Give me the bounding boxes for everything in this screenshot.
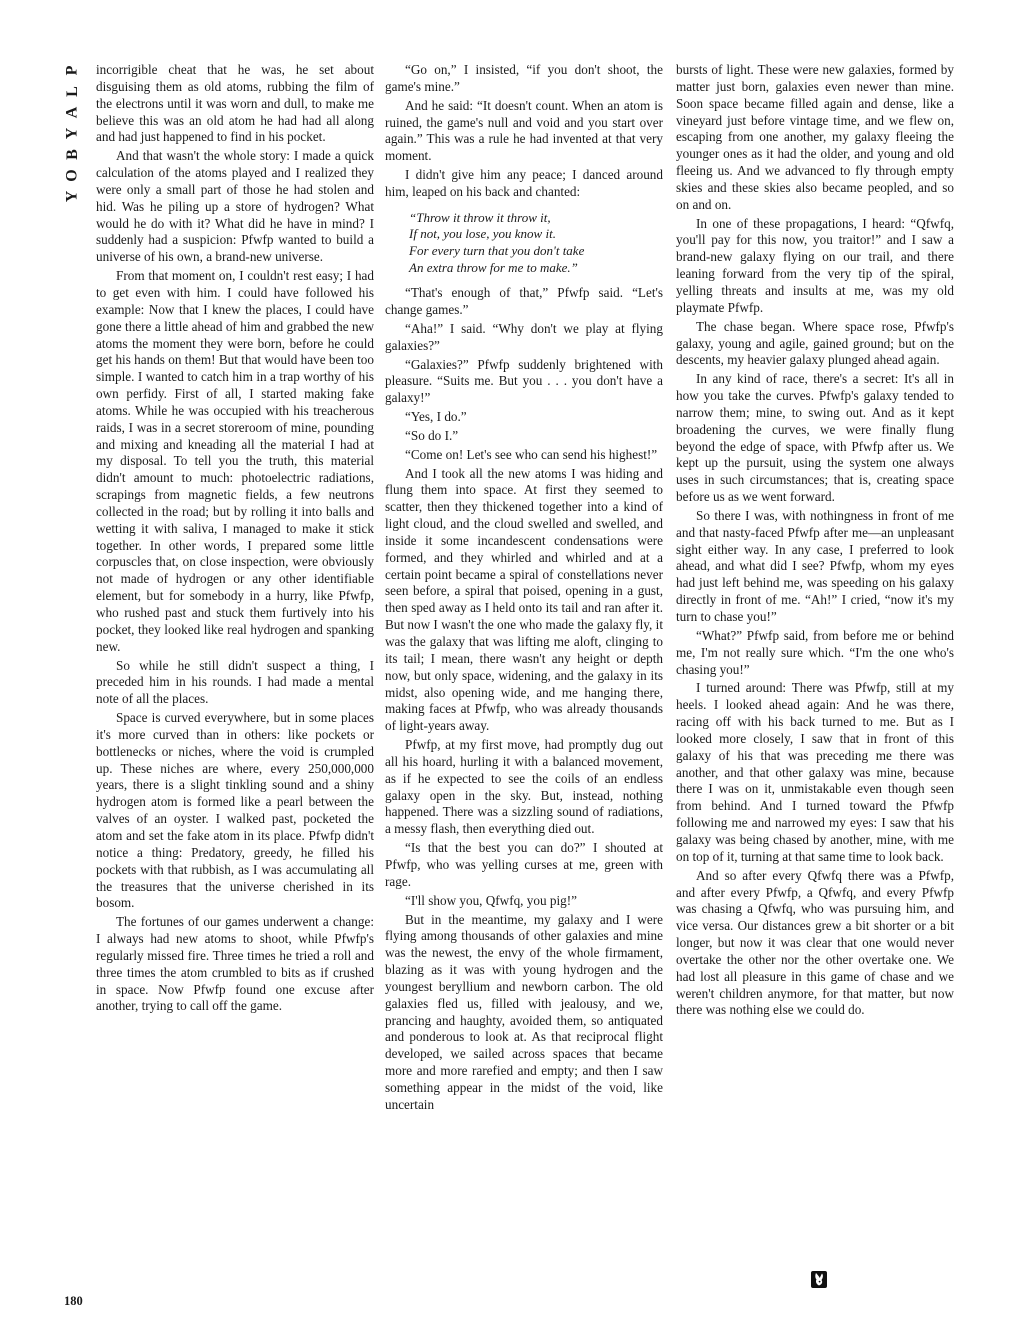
masthead-letter: A: [63, 106, 81, 119]
rabbit-head-end-mark-icon: [811, 1271, 827, 1288]
paragraph: Pfwfp, at my first move, had promptly dug out all his hoard, hurling it with a balanced movement, as if he expected to see the coils of an endless galaxy open in the sky. But, instead, nothing happened. There was a sizzling sound of radiations, a messy flash, then everything died out.: [385, 737, 663, 837]
paragraph: So while he still didn't suspect a thing, I preceded him in his rounds. I had made a mental note of all the places.: [96, 657, 374, 707]
paragraph: incorrigible cheat that he was, he set about disguising them as old atoms, rubbing the film of the electrons until it was worn and dull, to make me believe this was an old atom he had had all along and had just happened to find in his pocket.: [96, 62, 374, 145]
masthead-letter: P: [63, 65, 81, 76]
paragraph: But in the meantime, my galaxy and I were flying among thousands of other galaxies and mine was the newest, the envy of the whole firmament, blazing as it was with young hydrogen and the youngest beryllium and newborn carbon. The old galaxies fled us, filled with jealousy, and we, prancing and haughty, avoided them, so antiquated and ponderous to look at. As that reciprocal flight developed, we sailed across spaces that became more and more rarefied and empty; and then I saw something appear in the midst of the void, like uncertain: [385, 911, 663, 1112]
paragraph: “Come on! Let's see who can send his highest!”: [405, 446, 658, 462]
paragraph: bursts of light. These were new galaxies, formed by matter just born, galaxies even newer than mine. Soon space became filled again and dense, like a vineyard just before vintage time, and we flew on, escaping from one another, my galaxy fleeing the younger ones as it had the older, and young and old fleeing us. And we advanced to fly through empty skies and these skies also became peopled, and so on and on.: [676, 62, 954, 212]
paragraph: “Is that the best you can do?” I shouted at Pfwfp, who was yelling curses at me, green with rage.: [385, 840, 663, 889]
paragraph: Space is curved everywhere, but in some places it's more curved than in others: like pockets or bottlenecks or niches, where the void is crumpled up. These niches are where, every 250,000,000 years, there is a slight tinkling sound and a shiny hydrogen atom is formed like a pearl between the valves of an oyster. I walked past, pocketed the atom and set the fake atom in its place. Pfwfp didn't notice a thing: Predatory, greedy, he filled his pockets with that rubbish, as I was accumulating all the treasures that the universe cherished in its bosom.: [96, 710, 374, 911]
paragraph: “Go on,” I insisted, “if you don't shoot, the game's mine.”: [385, 62, 663, 94]
masthead-letter: B: [63, 149, 81, 160]
paragraph: “Galaxies?” Pfwfp suddenly brightened with pleasure. “Suits me. But you . . . you don't have a galaxy!”: [385, 356, 663, 406]
paragraph: “Aha!” I said. “Why don't we play at flying galaxies?”: [385, 320, 663, 353]
verse-line: If not, you lose, you know it.: [409, 226, 556, 242]
masthead-letter: Y: [63, 190, 81, 203]
paragraph: And that wasn't the whole story: I made a quick calculation of the atoms played and I realized they were only a small part of those he had stolen and hid. Was he piling up a store of hydrogen? What would he do with it? What did he have in mind? I suddenly had a suspicion: Pfwfp wanted to build a universe of his own, a brand-new universe.: [96, 148, 374, 265]
verse-block: [409, 210, 663, 276]
text-column-3: [676, 62, 954, 1019]
paragraph: I didn't give him any peace; I danced around him, leaped on his back and chanted:: [385, 167, 663, 199]
verse-line: An extra throw for me to make.”: [409, 259, 578, 275]
masthead-letter: L: [63, 86, 81, 97]
text-column-1: [96, 62, 374, 1015]
paragraph: And I took all the new atoms I was hiding and flung them into space. At first they seemed to scatter, then they thickened together into a kind of light cloud, and the cloud swelled and swelled, and inside it some incandescent condensations were formed, and they whirled and whirled and at a certain point became a spiral of constellations never seen before, a spiral that poised, opening in a gust, then sped away as I held onto its tail and ran after it. But now I wasn't the one who made the galaxy fly, it was the galaxy that was lifting me aloft, clinging to its tail; I mean, there wasn't any height or depth now, but only space, widening, and the galaxy in its midst, also opening wide, and me hanging there, making faces at Pfwfp, who was already thousands of light-years away.: [385, 465, 663, 734]
paragraph: So there I was, with nothingness in front of me and that nasty-faced Pfwfp after me—an unpleasant sight either way. In any case, I preferred to look ahead, and what did I see? Pfwfp, whom my eyes had just left behind me, was speeding on his galaxy directly in front of me. “Ah!” I cried, “now it's my turn to chase you!”: [676, 507, 954, 624]
paragraph: In any kind of race, there's a secret: It's all in how you take the curves. Pfwfp's galaxy tended to narrow them; mine, to swing out. And as it kept broadening the curves, we were finally flung beyond the edge of space, with Pfwfp after us. We kept up the pursuit, using the system one always uses in such circumstances; that is, creating space before us as we went forward.: [676, 371, 954, 505]
verse-line: For every turn that you don't take: [409, 242, 585, 258]
paragraph: “What?” Pfwfp said, from before me or behind me, I'm not really sure which. “I'm the one who's chasing you!”: [676, 627, 954, 677]
paragraph: And so after every Qfwfq there was a Pfwfp, and after every Pfwfp, a Qfwfq, and every Pfwfp was chasing a Qfwfq, who was pursuing him, and vice versa. Our distances grew a bit shorter or a bit longer, but now it was clear that one would never overtake the other nor the other overtake one. We had lost all pleasure in this game of chase and we weren't children anymore, for that matter, but now there was nothing else we could do.: [676, 867, 954, 1018]
paragraph: In one of these propagations, I heard: “Qfwfq, you'll pay for this now, you traitor!” and I saw a brand-new galaxy flying on our trail, and there leaning forward from the very tip of the spiral, yelling threats and insults at me, was my old playmate Pfwfp.: [676, 215, 954, 315]
paragraph: And he said: “It doesn't count. When an atom is ruined, the game's null and void and you start over again.” This was a rule he had invented at that very moment.: [385, 97, 663, 164]
paragraph: I turned around: There was Pfwfp, still at my heels. I looked ahead again: And he was there, racing off with his back turned to me. But as I looked more closely, I saw that in front of this galaxy of his that was preceding me there was another, and that other galaxy was mine, because there I was on it, unmistakable even though seen from behind. And I turned toward the Pfwfp following me and narrowed my eyes: I saw that his galaxy was being chased by another, mine, with me on top of it, turning at that same time to look back.: [676, 680, 954, 864]
paragraph: “So do I.”: [405, 427, 459, 443]
verse-line: “Throw it throw it throw it,: [409, 209, 551, 225]
paragraph: The chase began. Where space rose, Pfwfp's galaxy, young and agile, gained ground; but on the descents, my heavier galaxy plunged ahead again.: [676, 318, 954, 368]
masthead-letter: Y: [63, 127, 81, 140]
text-column-2: [385, 62, 663, 1114]
paragraph: The fortunes of our games underwent a change: I always had new atoms to shoot, while Pfwfp's regularly missed fire. Three times he tried a roll and three times the atom crumbled to bits as if crushed in space. Now Pfwfp found one excuse after another, trying to call off the game.: [96, 914, 374, 1014]
paragraph: “Yes, I do.”: [405, 409, 467, 425]
paragraph: “That's enough of that,” Pfwfp said. “Let's change games.”: [385, 285, 663, 317]
paragraph: “I'll show you, Qfwfq, you pig!”: [405, 892, 577, 908]
paragraph: From that moment on, I couldn't rest easy; I had to get even with him. I could have followed his example: Now that I knew the places, I could have gone there a little ahead of him and grabbed the new atoms the moment they were born, before he could get his hands on them! But that would have been too simple. I wanted to catch him in a trap worthy of his own perfidy. First of all, I started making fake atoms. While he was occupied with his treacherous raids, I was in a secret storeroom of mine, pounding and mixing and kneading all the material I had at my disposal. To tell you the truth, this material didn't amount to much: photoelectric radiations, scrapings from magnetic fields, a few neutrons collected in the road; but by rolling it into balls and wetting it with saliva, I managed to make it stick together. In other words, I prepared some little corpuscles that, on close inspection, were obviously not made of hydrogen or any other identifiable element, but for somebody in a hurry, like Pfwfp, who rushed past and stuck them furtively into his pocket, they looked like real hydrogen and spanking new.: [96, 268, 374, 654]
page-number: 180: [64, 1294, 83, 1308]
masthead-letter: O: [63, 169, 81, 182]
playboy-masthead: [58, 60, 86, 207]
